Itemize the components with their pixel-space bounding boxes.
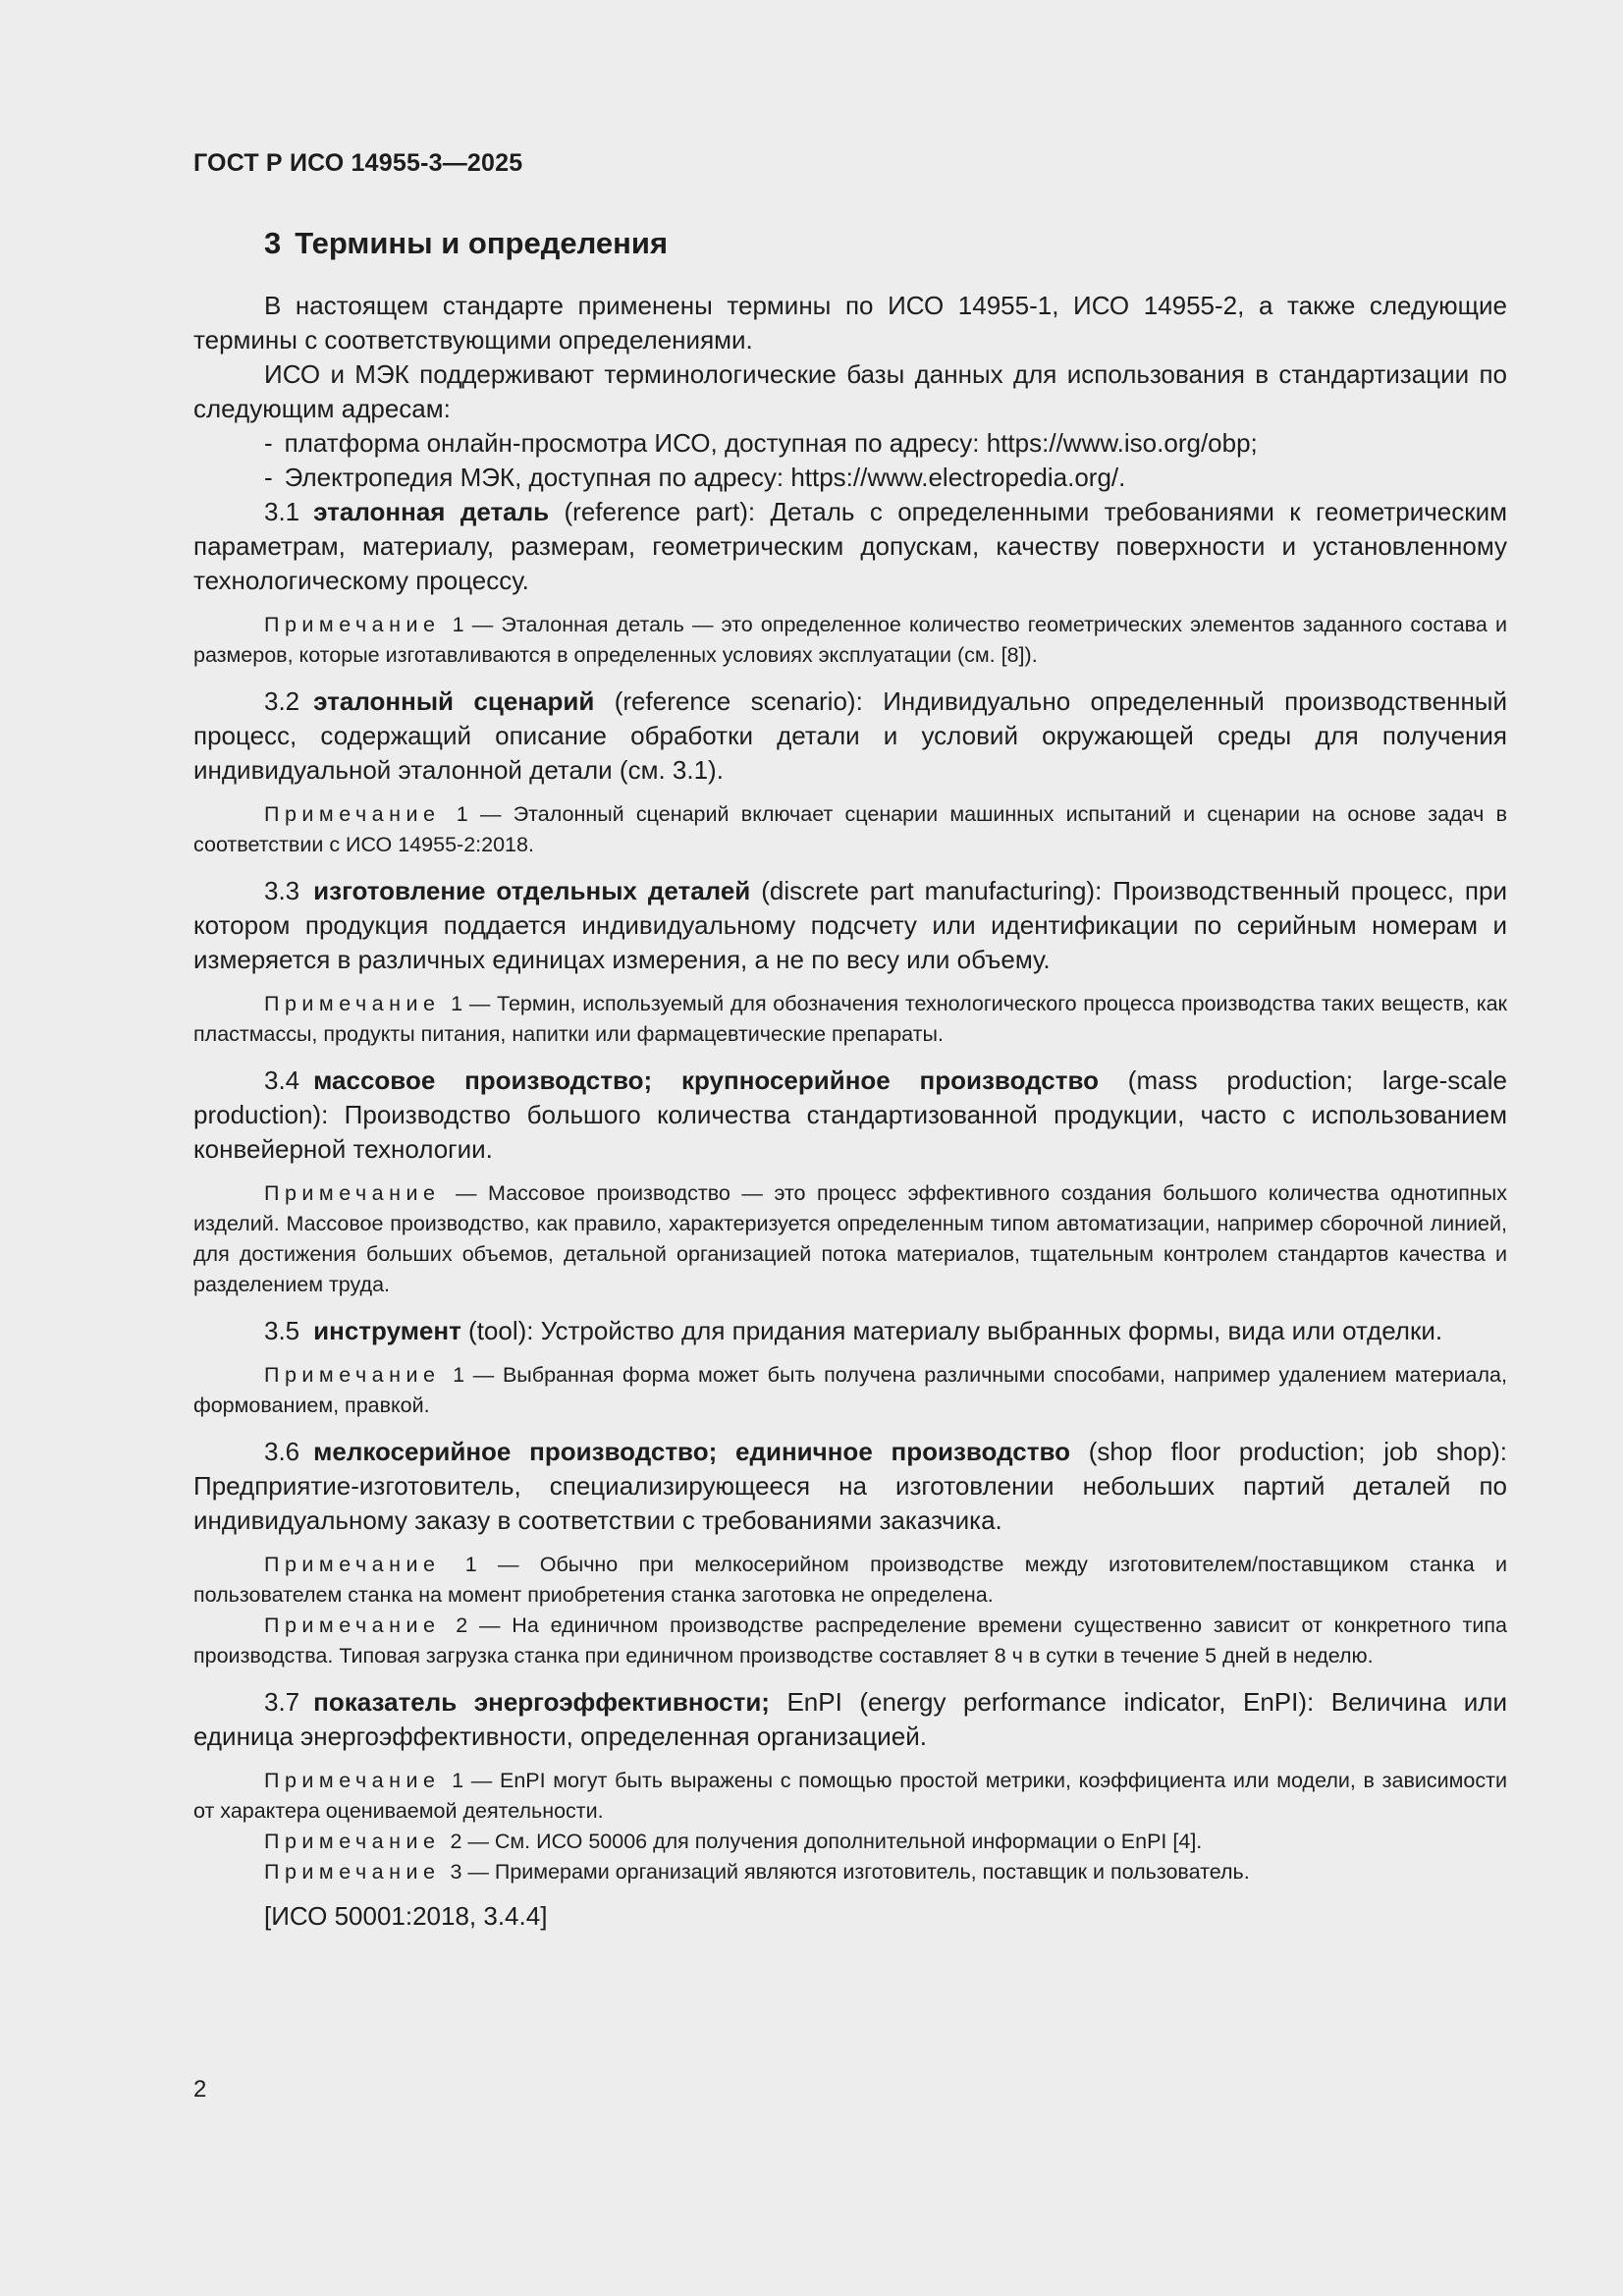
note-label: Примечание: [264, 802, 441, 826]
page-content: [193, 224, 1507, 1934]
note-text: — См. ИСО 50006 для получения дополнительной информации о EnPI [4].: [467, 1830, 1203, 1853]
note-text: — Термин, используемый для обозначения технологического процесса производства таких веществ, как пластмассы, продукты питания, напитки или фармацевтические препараты.: [193, 992, 1507, 1046]
term-entry: [193, 1685, 1507, 1754]
term-name: изготовление отдельных деталей: [313, 876, 751, 905]
note-text: — Эталонный сценарий включает сценарии машинных испытаний и сценарии на основе задач в соответствии с ИСО 14955-2:2018.: [193, 802, 1507, 856]
note-number: 2: [456, 1613, 468, 1637]
note-text: — Примерами организаций являются изготовитель, поставщик и пользователь.: [467, 1860, 1250, 1884]
term-name: массовое производство; крупносерийное производство: [313, 1066, 1099, 1095]
document-code-header: ГОСТ Р ИСО 14955-3—2025: [193, 149, 523, 177]
section-number: 3: [264, 226, 282, 260]
term-definition: Деталь с определенными требованиями к геометрическим параметрам, материалу, размерам, геометрическим допускам, качеству поверхности и установленному технологическому процессу.: [193, 497, 1507, 595]
term-note: [193, 989, 1507, 1050]
section-heading: [264, 224, 1507, 263]
term-foreign: (tool):: [460, 1316, 541, 1345]
note-label: Примечание: [264, 1553, 441, 1576]
term-definition: Производство большого количества стандартизованной продукции, часто с использованием конвейерной технологии.: [193, 1100, 1507, 1164]
term-entry: [193, 1314, 1507, 1348]
term-note: [193, 1550, 1507, 1611]
note-number: 1: [452, 1769, 464, 1792]
note-text: — EnPI могут быть выражены с помощью простой метрики, коэффициента или модели, в зависимости от характера оцениваемой деятельности.: [193, 1769, 1507, 1823]
term-entry: [193, 874, 1507, 977]
note-number: 3: [450, 1860, 462, 1884]
bullet-item: - платформа онлайн-просмотра ИСО, доступная по адресу: https://www.iso.org/obp;: [264, 428, 1258, 458]
term-number: 3.3: [264, 876, 300, 905]
term-number: 3.4: [264, 1066, 300, 1095]
note-text: — Выбранная форма может быть получена различными способами, например удалением материала, формованием, правкой.: [193, 1363, 1507, 1417]
term-foreign: EnPI (energy performance indicator, EnPI):: [769, 1687, 1331, 1717]
term-name: эталонный сценарий: [313, 686, 595, 716]
term-source-reference: [ИСО 50001:2018, 3.4.4]: [264, 1901, 548, 1931]
term-note: [193, 1611, 1507, 1671]
term-note: [193, 1178, 1507, 1300]
note-number: 1: [451, 992, 463, 1015]
note-number: 2: [450, 1830, 462, 1853]
note-label: Примечание: [264, 613, 441, 636]
note-text: — Массовое производство — это процесс эффективного создания большого количества однотипных изделий. Массовое производство, как правило, характеризуется определенным типом автоматизации, например сборочной линией, для достижения больших объемов, детальной организацией потока материалов, тщательным контролем стандартов качества и разделением труда.: [193, 1181, 1507, 1296]
term-entry: [193, 495, 1507, 598]
intro-paragraph-2: ИСО и МЭК поддерживают терминологические базы данных для использования в стандартизации по следующим адресам:: [193, 359, 1507, 423]
bullet-text: платформа онлайн-просмотра ИСО, доступная по адресу: https://www.iso.org/obp;: [284, 428, 1258, 458]
term-number: 3.7: [264, 1687, 300, 1717]
term-foreign: (reference part):: [549, 497, 771, 526]
term-note: [193, 1360, 1507, 1421]
note-text: — Эталонная деталь — это определенное количество геометрических элементов заданного состава и размеров, которые изготавливаются в определенных условиях эксплуатации (см. [8]).: [193, 613, 1507, 667]
note-number: 1: [456, 802, 468, 826]
term-entry: [193, 1064, 1507, 1167]
term-name: показатель энергоэффективности;: [313, 1687, 770, 1717]
section-title: Термины и определения: [295, 226, 669, 260]
note-number: 1: [452, 613, 464, 636]
term-number: 3.6: [264, 1437, 300, 1466]
note-label: Примечание: [264, 1181, 441, 1205]
bullet-item: - Электропедия МЭК, доступная по адресу: https://www.electropedia.org/.: [264, 463, 1126, 492]
term-definition: Величина или единица энергоэффективности, определенная организацией.: [193, 1687, 1508, 1751]
term-foreign: (mass production; large-scale production):: [193, 1066, 1507, 1129]
note-number: 1: [464, 1553, 477, 1576]
term-entry: [193, 684, 1507, 788]
term-number: 3.1: [264, 497, 300, 526]
term-foreign: (discrete part manufacturing):: [750, 876, 1113, 905]
term-entry: [193, 1435, 1507, 1538]
note-number: 1: [453, 1363, 465, 1387]
term-name: эталонная деталь: [313, 497, 550, 526]
term-definition: Индивидуально определенный производственный процесс, содержащий описание обработки детали и условий окружающей среды для получения индивидуальной эталонной детали (см. 3.1).: [193, 686, 1508, 785]
term-note: [193, 610, 1507, 671]
term-note: [193, 799, 1507, 860]
term-note: [193, 1827, 1507, 1857]
page-number: 2: [193, 2076, 207, 2103]
note-text: — Обычно при мелкосерийном производстве между изготовителем/поставщиком станка и пользователем станка на момент приобретения станка заготовка не определена.: [193, 1553, 1507, 1607]
term-definition: Производственный процесс, при котором продукция поддается индивидуальному подсчету или идентификации по серийным номерам и измеряется в различных единицах измерения, а не по весу или объему.: [193, 876, 1507, 974]
term-foreign: (shop floor production; job shop):: [1069, 1437, 1507, 1466]
note-label: Примечание: [264, 1860, 441, 1884]
note-text: — На единичном производстве распределение времени существенно зависит от конкретного типа производства. Типовая загрузка станка при единичном производстве составляет 8 ч в сутки в течение 5 дней в неделю.: [193, 1613, 1507, 1667]
note-label: Примечание: [264, 1830, 441, 1853]
bullet-text: Электропедия МЭК, доступная по адресу: https://www.electropedia.org/.: [284, 463, 1126, 492]
note-label: Примечание: [264, 992, 441, 1015]
term-note: [193, 1766, 1507, 1827]
note-label: Примечание: [264, 1613, 441, 1637]
intro-paragraph-1: В настоящем стандарте применены термины по ИСО 14955-1, ИСО 14955-2, а также следующие термины с соответствующими определениями.: [193, 291, 1507, 355]
term-number: 3.5: [264, 1316, 300, 1345]
term-name: мелкосерийное производство; единичное производство: [313, 1437, 1070, 1466]
note-label: Примечание: [264, 1769, 441, 1792]
term-name: инструмент: [313, 1316, 461, 1345]
term-foreign: (reference scenario):: [594, 686, 884, 716]
note-label: Примечание: [264, 1363, 441, 1387]
term-definition: Предприятие-изготовитель, специализирующееся на изготовлении небольших партий деталей по индивидуальному заказу в соответствии с требованиями заказчика.: [193, 1471, 1507, 1535]
term-number: 3.2: [264, 686, 300, 716]
term-note: [193, 1857, 1507, 1887]
term-definition: Устройство для придания материалу выбранных формы, вида или отделки.: [540, 1316, 1443, 1345]
